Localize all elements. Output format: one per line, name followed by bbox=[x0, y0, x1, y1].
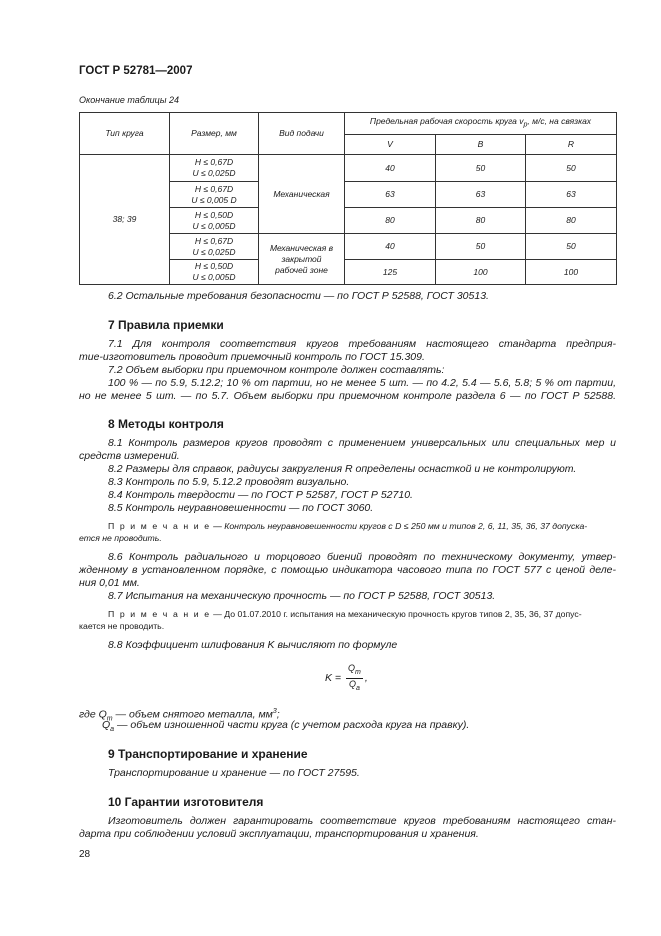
cell-value: 40 bbox=[345, 155, 436, 182]
para-8-6: 8.6 Контроль радиального и торцового биений проводят по техническому документу, утвер- bbox=[108, 551, 616, 563]
cell-feed-mechanical: Механическая bbox=[259, 155, 345, 234]
cell-value: 40 bbox=[345, 234, 436, 260]
para-7-2-b: но не менее 5 шт. — по 5.7. Объем выборки при приемочном контроле раздела 6 — по ГОСТ Р 52588. bbox=[79, 390, 616, 402]
cell-value: 50 bbox=[436, 234, 526, 260]
cell-value: 80 bbox=[436, 208, 526, 234]
para-8-6-b: жденному в установленном порядке, с помощью индикатора часового типа по ГОСТ 577 с ценой деле- bbox=[79, 564, 616, 576]
para-8-4: 8.4 Контроль твердости — по ГОСТ Р 52587, ГОСТ Р 52710. bbox=[108, 489, 413, 501]
para-9: Транспортирование и хранение — по ГОСТ 27595. bbox=[108, 767, 360, 779]
cell-value: 63 bbox=[436, 182, 526, 208]
para-8-8: 8.8 Коэффициент шлифования K вычисляют по формуле bbox=[108, 639, 398, 651]
para-8-7: 8.7 Испытания на механическую прочность — по ГОСТ Р 52588, ГОСТ 30513. bbox=[108, 590, 496, 602]
cell-value: 100 bbox=[526, 260, 617, 285]
where-qm: где $Q_m$ — объем снятого металла, $мм^3$; bbox=[79, 708, 280, 723]
cell-value: 63 bbox=[345, 182, 436, 208]
cell-value: 63 bbox=[526, 182, 617, 208]
para-8-2: 8.2 Размеры для справок, радиусы закругления R определены оснасткой и не контролируют. bbox=[108, 463, 577, 475]
note-2: П р и м е ч а н и е — До 01.07.2010 г. испытания на механическую прочность кругов типов 2, 35, 36, 37 допус- bbox=[108, 609, 582, 619]
para-7-1-cont: тие-изготовитель проводит приемочный контроль по ГОСТ 15.309. bbox=[79, 351, 425, 363]
para-8-1: 8.1 Контроль размеров кругов проводят с применением универсальных или специальных мер и bbox=[108, 437, 616, 449]
section-7-title: 7 Правила приемки bbox=[108, 318, 224, 332]
header-bond-r: R bbox=[526, 135, 617, 155]
header-speed: Предельная рабочая скорость круга $v_р$, м/с, на связках bbox=[345, 113, 617, 135]
cell-value: 80 bbox=[526, 208, 617, 234]
note-1: П р и м е ч а н и е — Контроль неуравновешенности кругов с D ≤ 250 мм и типов 2, 6, 11, 35, 36, 37 допуска- bbox=[108, 521, 588, 531]
note-1-cont: ется не проводить. bbox=[79, 533, 162, 543]
para-10-cont: дарта при соблюдении условий эксплуатации, транспортирования и хранения. bbox=[79, 828, 479, 840]
grinding-formula: K = $\frac{Q_m}{Q_a}$ , bbox=[325, 663, 368, 692]
formula-fraction: $\frac{Q_m}{Q_a}$ bbox=[347, 663, 361, 692]
cell-value: 100 bbox=[436, 260, 526, 285]
header-feed: Вид подачи bbox=[259, 113, 345, 155]
section-9-title: 9 Транспортирование и хранение bbox=[108, 747, 308, 761]
para-8-3: 8.3 Контроль по 5.9, 5.12.2 проводят визуально. bbox=[108, 476, 350, 488]
para-8-1-cont: средств измерений. bbox=[79, 450, 180, 462]
cell-value: 125 bbox=[345, 260, 436, 285]
where-qa: $Q_a$ — объем изношенной части круга (с учетом расхода круга на правку). bbox=[102, 719, 470, 734]
para-6-2: 6.2 Остальные требования безопасности — по ГОСТ Р 52588, ГОСТ 30513. bbox=[108, 290, 489, 302]
cell-value: 50 bbox=[436, 155, 526, 182]
cell-size: H ≤ 0,50D U ≤ 0,005D bbox=[170, 208, 259, 234]
cell-size: H ≤ 0,50D U ≤ 0,005D bbox=[170, 260, 259, 285]
cell-size: H ≤ 0,67D U ≤ 0,025D bbox=[170, 234, 259, 260]
section-8-title: 8 Методы контроля bbox=[108, 417, 224, 431]
cell-type: 38; 39 bbox=[80, 155, 170, 285]
table-caption: Окончание таблицы 24 bbox=[79, 95, 179, 105]
speed-table bbox=[79, 112, 617, 285]
cell-value: 80 bbox=[345, 208, 436, 234]
header-bond-v: V bbox=[345, 135, 436, 155]
para-8-5: 8.5 Контроль неуравновешенности — по ГОСТ 3060. bbox=[108, 502, 374, 514]
note-2-cont: кается не проводить. bbox=[79, 621, 165, 631]
header-type: Тип круга bbox=[80, 113, 170, 155]
cell-value: 50 bbox=[526, 155, 617, 182]
page-number: 28 bbox=[79, 849, 91, 860]
cell-size: H ≤ 0,67D U ≤ 0,025D bbox=[170, 155, 259, 182]
header-size: Размер, мм bbox=[170, 113, 259, 155]
cell-value: 50 bbox=[526, 234, 617, 260]
para-10: Изготовитель должен гарантировать соответствие кругов требованиям настоящего стан- bbox=[108, 815, 616, 827]
para-7-1: 7.1 Для контроля соответствия кругов требованиям настоящего стандарта предприя- bbox=[108, 338, 616, 350]
cell-size: H ≤ 0,67D U ≤ 0,005 D bbox=[170, 182, 259, 208]
header-bond-b: B bbox=[436, 135, 526, 155]
section-10-title: 10 Гарантии изготовителя bbox=[108, 795, 264, 809]
table-row bbox=[80, 155, 617, 182]
para-7-2: 7.2 Объем выборки при приемочном контроле должен составлять: bbox=[108, 364, 445, 376]
para-7-2-a: 100 % — по 5.9, 5.12.2; 10 % от партии, но не менее 5 шт. — по 4.2, 5.4 — 5.6, 5.8; 5 % от партии, bbox=[108, 377, 616, 389]
para-8-6-c: ния 0,01 мм. bbox=[79, 577, 140, 589]
cell-feed-closed: Механическая в закрытой рабочей зоне bbox=[259, 234, 345, 285]
standard-number: ГОСТ Р 52781—2007 bbox=[79, 65, 193, 77]
